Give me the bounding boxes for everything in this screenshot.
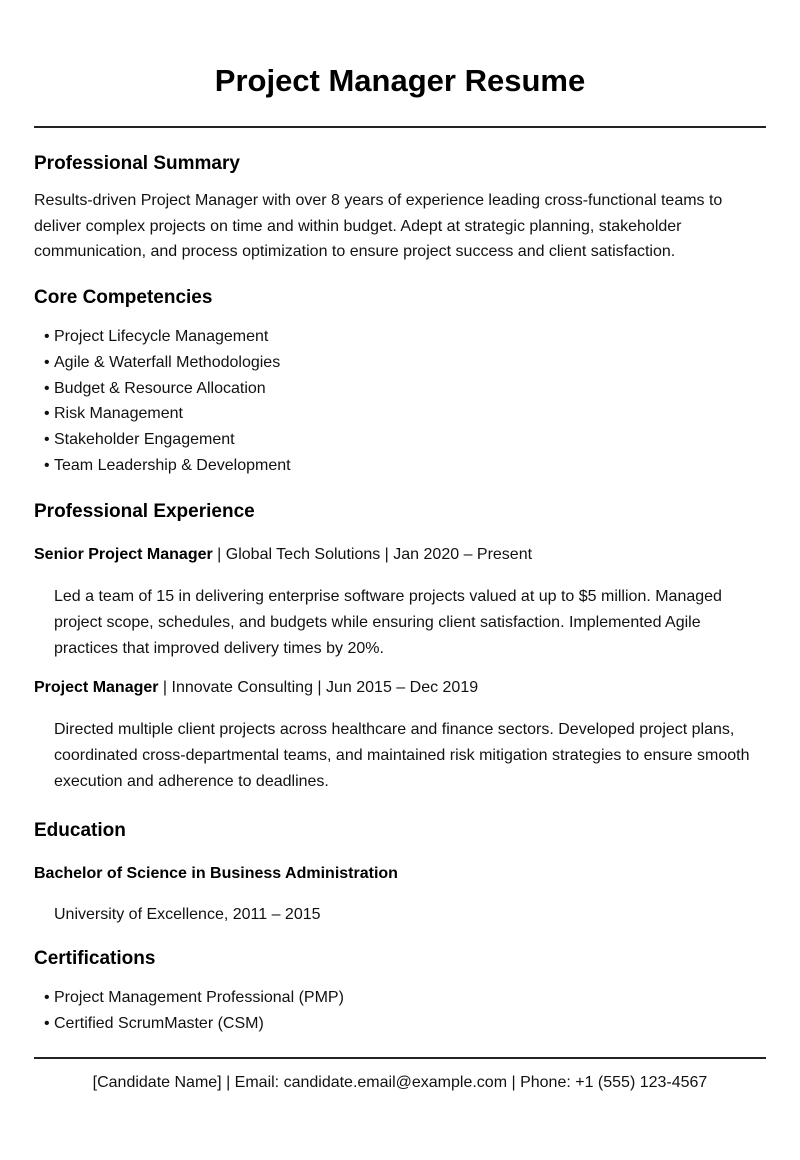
- certifications-list: [34, 985, 766, 1036]
- job-title-line: [34, 677, 766, 699]
- job-details: | Global Tech Solutions | Jan 2020 – Present: [212, 546, 533, 564]
- page-title: Project Manager Resume: [214, 63, 586, 98]
- bullet-icon: •: [44, 405, 50, 423]
- list-item: • Budget & Resource Allocation: [44, 376, 766, 402]
- list-item: • Stakeholder Engagement: [44, 427, 766, 453]
- footer-divider: [34, 1057, 766, 1059]
- degree-line: [34, 863, 766, 885]
- job-description: Led a team of 15 in delivering enterprise software projects valued at up to $5 million. Managed project scope, schedules, and budgets while ensuring client satisfaction. Implemented Agile practices that improved delivery times by 20%.: [54, 588, 722, 657]
- competencies-list: [34, 324, 766, 478]
- school-line: University of Excellence, 2011 – 2015: [54, 905, 321, 923]
- list-item: • Project Management Professional (PMP): [44, 985, 766, 1011]
- contact-info: [Candidate Name] | Email: candidate.email@example.com | Phone: +1 (555) 123-4567: [92, 1073, 708, 1091]
- job-role: Senior Project Manager: [34, 546, 213, 564]
- list-item: • Risk Management: [44, 401, 766, 427]
- list-item: • Project Lifecycle Management: [44, 324, 766, 350]
- header-divider: [34, 126, 766, 128]
- competencies-heading: Core Competencies: [34, 287, 213, 309]
- summary-text: Results-driven Project Manager with over 8 years of experience leading cross-functional teams to deliver complex projects on time and within budget. Adept at strategic planning, stakeholder communication, and process optimization to ensure project success and client satisfaction.: [34, 192, 723, 261]
- job-title-line: [34, 544, 766, 566]
- list-item: • Team Leadership & Development: [44, 453, 766, 479]
- job-description: Directed multiple client projects across healthcare and finance sectors. Developed project plans, coordinated cross-departmental teams, and maintained risk mitigation strategies to ensure smooth execution and adherence to deadlines.: [54, 721, 750, 790]
- degree-title: Bachelor of Science in Business Administration: [34, 864, 398, 882]
- summary-heading: Professional Summary: [34, 153, 240, 174]
- list-item: • Certified ScrumMaster (CSM): [44, 1011, 766, 1037]
- bullet-icon: •: [44, 379, 50, 397]
- job-role: Project Manager: [34, 679, 159, 697]
- job-details: | Innovate Consulting | Jun 2015 – Dec 2019: [158, 679, 479, 697]
- education-heading: Education: [34, 819, 126, 841]
- bullet-icon: •: [44, 353, 50, 371]
- bullet-icon: •: [44, 1014, 50, 1032]
- list-item: • Agile & Waterfall Methodologies: [44, 350, 766, 376]
- resume-page: [34, 0, 766, 1094]
- certifications-heading: Certifications: [34, 948, 156, 970]
- bullet-icon: •: [44, 456, 50, 474]
- bullet-icon: •: [44, 989, 50, 1007]
- bullet-icon: •: [44, 328, 50, 346]
- bullet-icon: •: [44, 430, 50, 448]
- experience-heading: Professional Experience: [34, 501, 255, 523]
